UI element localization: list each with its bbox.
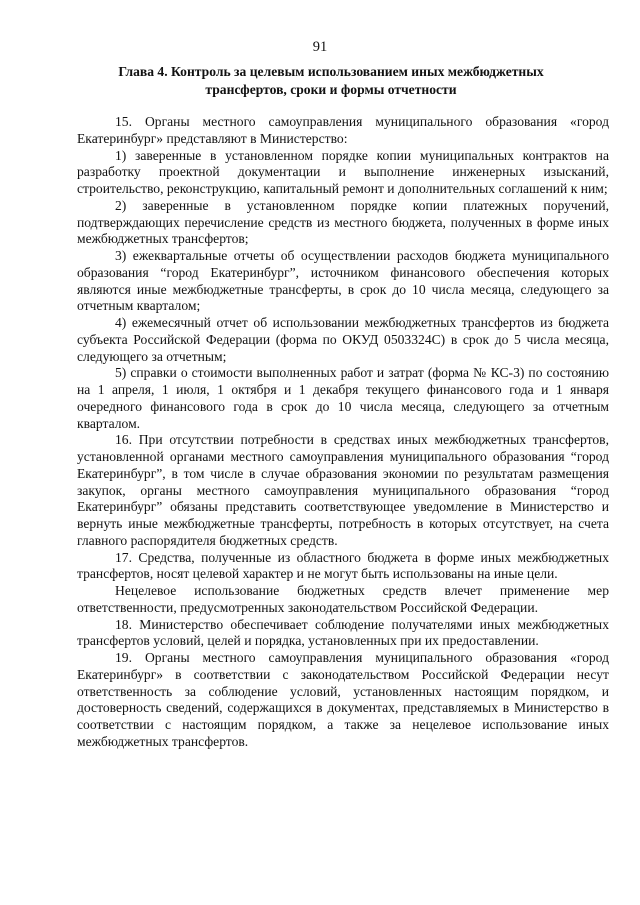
paragraph-19: 19. Органы местного самоуправления муниципального образования «город Екатеринбург» в соответствии с законодательством Российской Федерации несут ответственность за соблюдение условий, установленных настоящим порядком, и достоверность сведений, содержащихся в документах, представляемых в Министерство в соответствии с настоящим порядком, а также за нецелевое использование иных межбюджетных трансфертов.	[77, 650, 609, 749]
list-item-1: 1) заверенные в установленном порядке копии муниципальных контрактов на разработку проектной документации и выполнение инженерных изысканий, строительство, реконструкцию, капитальный ремонт и дополнительных соглашений к ним;	[77, 147, 609, 196]
paragraph-17: 17. Средства, полученные из областного бюджета в форме иных межбюджетных трансфертов, носят целевой характер и не могут быть использованы на иные цели.	[77, 549, 609, 582]
list-item-5: 5) справки о стоимости выполненных работ и затрат (форма № КС-3) по состоянию на 1 апреля, 1 июля, 1 октября и 1 декабря текущего финансового года и 1 января очередного финансового года в срок до 10 числа месяца, следующего за отчетным кварталом.	[77, 365, 609, 431]
paragraph-17-continued: Нецелевое использование бюджетных средств влечет применение мер ответственности, предусмотренных законодательством Российской Федерации.	[77, 583, 609, 615]
page-number: 91	[312, 39, 328, 55]
paragraph-16: 16. При отсутствии потребности в средствах иных межбюджетных трансфертов, установленной органами местного самоуправления муниципального образования “город Екатеринбург”, в том числе в случае образования экономии по результатам размещения закупок, органы местного самоуправления муниципального образования “город Екатеринбург” обязаны представить соответствующее уведомление в Министерство и вернуть иные межбюджетные трансферты, потребность в которых отсутствует, на счета главного распорядителя бюджетных средств.	[77, 432, 609, 548]
list-item-3: 3) ежеквартальные отчеты об осуществлении расходов бюджета муниципального образования “город Екатеринбург”, источником финансового обеспечения которых являются иные межбюджетные трансферты, в срок до 10 числа месяца, следующего за отчетным кварталом;	[77, 248, 609, 314]
chapter-title: Глава 4. Контроль за целевым использованием иных межбюджетных трансфертов, сроки и формы отчетности	[118, 64, 544, 97]
document-body	[77, 114, 609, 751]
list-item-2: 2) заверенные в установленном порядке копии платежных поручений, подтверждающих перечисление средств из местного бюджета, полученных в форме иных межбюджетных трансфертов;	[77, 197, 609, 247]
paragraph-18: 18. Министерство обеспечивает соблюдение получателями иных межбюджетных трансфертов условий, целей и порядка, установленных при их предоставлении.	[77, 616, 609, 649]
list-item-4: 4) ежемесячный отчет об использовании межбюджетных трансфертов из бюджета субъекта Российской Федерации (форма по ОКУД 0503324С) в срок до 5 числа месяца, следующего за отчетным;	[77, 315, 609, 364]
paragraph-15: 15. Органы местного самоуправления муниципального образования «город Екатеринбург» представляют в Министерство:	[77, 114, 609, 146]
